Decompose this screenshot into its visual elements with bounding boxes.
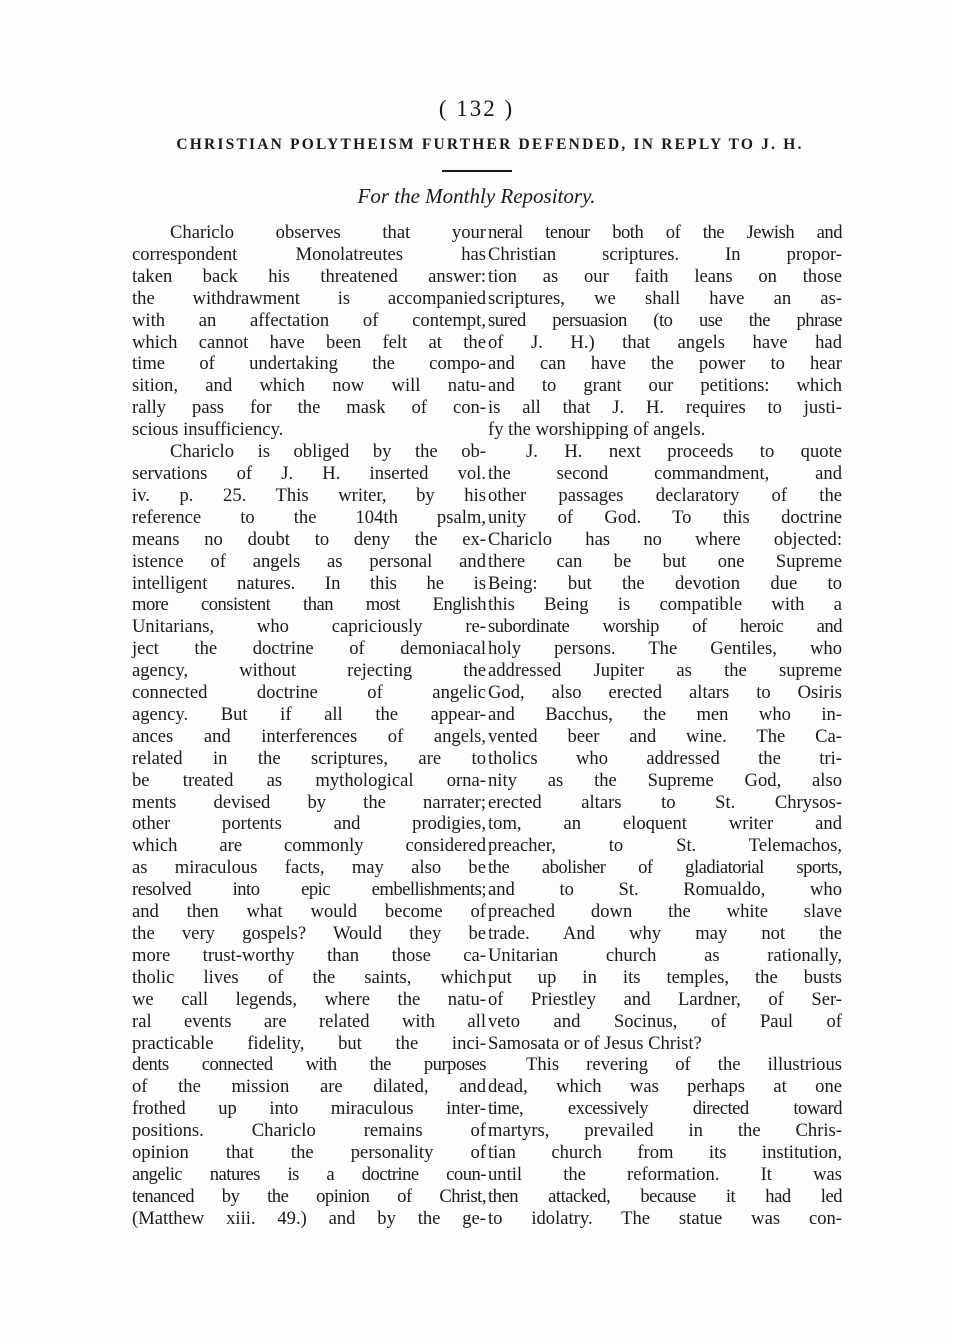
text-line: and Bacchus, the men who in-	[488, 703, 842, 725]
article-subtitle: For the Monthly Repository.	[357, 184, 596, 208]
text-line: time, excessively directed toward	[488, 1098, 842, 1120]
text-line: more trust-worthy than those ca-	[132, 944, 486, 966]
text-line: scious insufficiency.	[132, 419, 284, 441]
text-line: tom, an eloquent writer and	[488, 813, 842, 835]
text-line: intelligent natures. In this he is	[132, 572, 486, 594]
text-line: Christian scriptures. In propor-	[488, 243, 842, 265]
text-line: practicable fidelity, but the inci-	[132, 1032, 486, 1054]
text-line: time of undertaking the compo-	[132, 353, 486, 375]
text-line: Unitarian church as rationally,	[488, 944, 842, 966]
text-line: frothed up into miraculous inter-	[132, 1098, 486, 1120]
text-line: until the reformation. It was	[488, 1163, 842, 1185]
text-line: the very gospels? Would they be	[132, 923, 486, 944]
text-line: correspondent Monolatreutes has	[132, 243, 486, 265]
text-line: tholics who addressed the tri-	[488, 747, 842, 769]
text-line: and then what would become of	[132, 901, 486, 923]
text-line: scriptures, we shall have an as-	[488, 287, 842, 309]
text-line: sition, and which now will natu-	[132, 375, 486, 397]
text-line: God, also erected altars to Osiris	[488, 682, 842, 704]
text-line: this Being is compatible with a	[488, 594, 842, 616]
text-line: put up in its temples, the busts	[488, 966, 842, 988]
text-line: erected altars to St. Chrysos-	[488, 791, 842, 813]
text-line: we call legends, where the natu-	[132, 988, 486, 1010]
text-line: dents connected with the purposes	[132, 1054, 486, 1076]
text-line: which cannot have been felt at the	[132, 331, 486, 353]
text-line: trade. And why may not the	[488, 923, 842, 944]
text-line: tenanced by the opinion of Christ,	[132, 1185, 486, 1207]
text-line: Samosata or of Jesus Christ?	[488, 1032, 702, 1054]
text-line: servations of J. H. inserted vol.	[132, 462, 486, 484]
right-column	[488, 222, 842, 1230]
text-line: veto and Socinus, of Paul of	[488, 1010, 842, 1032]
text-line: ject the doctrine of demoniacal	[132, 638, 486, 660]
text-line: related in the scriptures, are to	[132, 747, 486, 769]
text-line: Chariclo has no where objected:	[488, 528, 842, 550]
text-line: tian church from its institution,	[488, 1142, 842, 1164]
text-line: nity as the Supreme God, also	[488, 769, 842, 791]
text-line: the withdrawment is accompanied	[132, 287, 486, 309]
text-line: other passages declaratory of the	[488, 484, 842, 506]
text-line: taken back his threatened answer:	[132, 265, 486, 287]
text-line: Chariclo observes that your	[170, 222, 486, 243]
text-line: (Matthew xiii. 49.) and by the ge-	[132, 1207, 486, 1229]
text-line: addressed Jupiter as the supreme	[488, 660, 842, 682]
text-line: of Priestley and Lardner, of Ser-	[488, 988, 842, 1010]
text-line: Being: but the devotion due to	[488, 572, 842, 594]
text-line: is all that J. H. requires to justi-	[488, 397, 842, 419]
text-line: Unitarians, who capriciously re-	[132, 616, 486, 638]
text-line: agency. But if all the appear-	[132, 703, 486, 725]
text-line: which are commonly considered	[132, 835, 486, 857]
text-line: and to St. Romualdo, who	[488, 879, 842, 901]
article-title: CHRISTIAN POLYTHEISM FURTHER DEFENDED, IN REPLY TO J. H.	[176, 136, 804, 153]
left-column	[132, 222, 486, 1230]
text-line: subordinate worship of heroic and	[488, 616, 842, 638]
text-line: opinion that the personality of	[132, 1142, 486, 1164]
text-line: resolved into epic embellishments;	[132, 879, 486, 901]
text-line: ments devised by the narrater;	[132, 791, 486, 813]
text-line: Chariclo is obliged by the ob-	[170, 441, 486, 463]
text-line: This revering of the illustrious	[526, 1054, 842, 1076]
text-line: fy the worshipping of angels.	[488, 419, 706, 441]
text-line: the second commandment, and	[488, 462, 842, 484]
text-line: there can be but one Supreme	[488, 550, 842, 572]
text-line: other portents and prodigies,	[132, 813, 486, 835]
text-line: ral events are related with all	[132, 1010, 486, 1032]
text-line: then attacked, because it had led	[488, 1185, 842, 1207]
text-line: with an affectation of contempt,	[132, 309, 486, 331]
text-line: preached down the white slave	[488, 901, 842, 923]
text-line: and to grant our petitions: which	[488, 375, 842, 397]
text-line: sured persuasion (to use the phrase	[488, 309, 842, 331]
text-line: the abolisher of gladiatorial sports,	[488, 857, 842, 879]
text-line: istence of angels as personal and	[132, 550, 486, 572]
text-line: martyrs, prevailed in the Chris-	[488, 1120, 842, 1142]
text-line: agency, without rejecting the	[132, 660, 486, 682]
text-line: to idolatry. The statue was con-	[488, 1207, 842, 1229]
text-line: neral tenour both of the Jewish and	[488, 222, 842, 243]
text-line: of the mission are dilated, and	[132, 1076, 486, 1098]
title-divider	[442, 170, 512, 172]
text-line: rally pass for the mask of con-	[132, 397, 486, 419]
text-line: J. H. next proceeds to quote	[526, 441, 842, 463]
text-line: dead, which was perhaps at one	[488, 1076, 842, 1098]
text-line: vented beer and wine. The Ca-	[488, 725, 842, 747]
text-line: unity of God. To this doctrine	[488, 506, 842, 528]
text-line: positions. Chariclo remains of	[132, 1120, 486, 1142]
text-line: as miraculous facts, may also be	[132, 857, 486, 879]
text-line: iv. p. 25. This writer, by his	[132, 484, 486, 506]
text-line: more consistent than most English	[132, 594, 486, 616]
text-line: means no doubt to deny the ex-	[132, 528, 486, 550]
page-number: ( 132 )	[438, 96, 515, 121]
text-line: preacher, to St. Telemachos,	[488, 835, 842, 857]
text-line: of J. H.) that angels have had	[488, 331, 842, 353]
text-line: tholic lives of the saints, which	[132, 966, 486, 988]
text-line: reference to the 104th psalm,	[132, 506, 486, 528]
text-line: be treated as mythological orna-	[132, 769, 486, 791]
text-line: and can have the power to hear	[488, 353, 842, 375]
text-line: connected doctrine of angelic	[132, 682, 486, 704]
text-line: tion as our faith leans on those	[488, 265, 842, 287]
text-line: holy persons. The Gentiles, who	[488, 638, 842, 660]
text-line: angelic natures is a doctrine coun-	[132, 1163, 486, 1185]
text-line: ances and interferences of angels,	[132, 725, 486, 747]
